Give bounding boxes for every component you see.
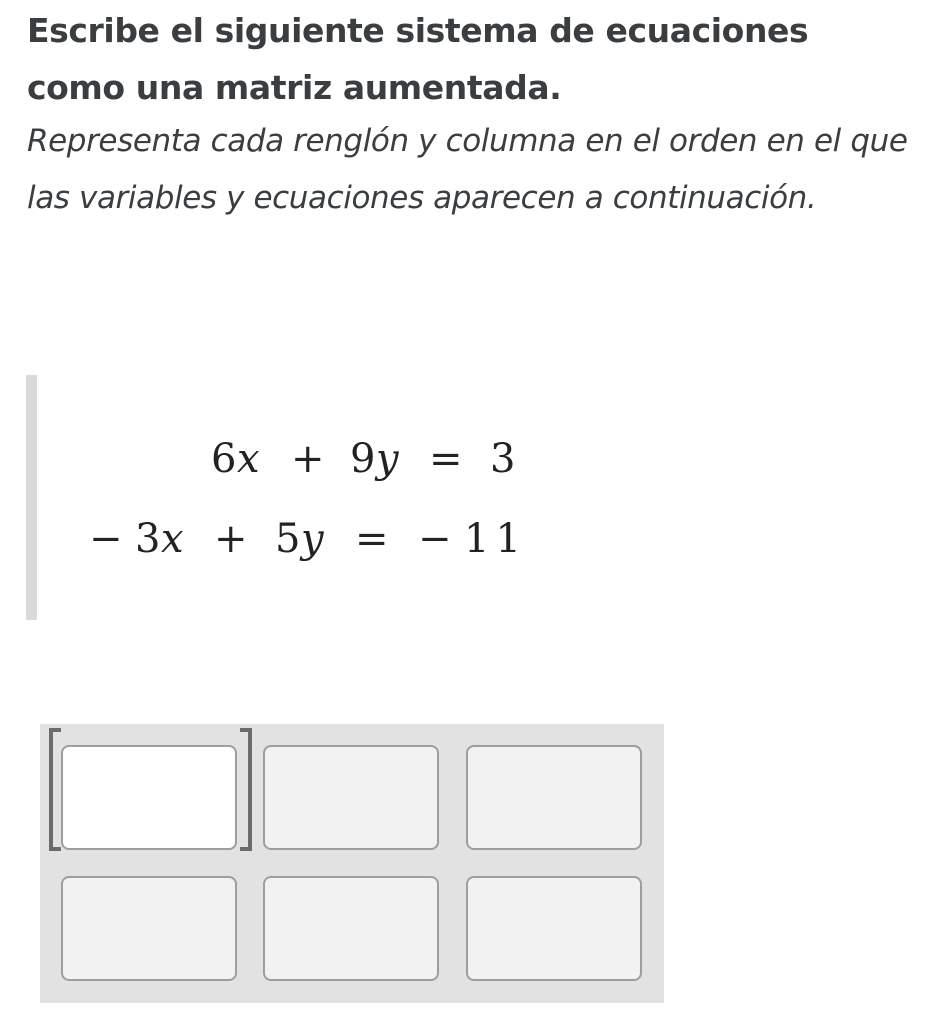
- instruction-subtitle: Representa cada renglón y columna en el orden en el que las variables y ecuaciones aparecen a continuación.: [27, 123, 908, 216]
- eq1-rhs: 3: [490, 436, 516, 482]
- eq1-right-coef: 9: [350, 436, 376, 482]
- matrix-cell-r2c1[interactable]: [61, 876, 237, 981]
- matrix-cell-r2c3[interactable]: [466, 876, 642, 981]
- matrix-cell-r1c2[interactable]: [263, 745, 439, 850]
- eq2-operator: +: [214, 516, 248, 562]
- matrix-cell-r2c2[interactable]: [263, 876, 439, 981]
- equation-system-svg: [37, 375, 537, 620]
- equation-row-1: [211, 436, 515, 482]
- focus-bracket-right: [240, 728, 252, 851]
- eq2-right-coef: 5: [275, 516, 301, 562]
- eq2-left-coef: 3: [135, 516, 161, 562]
- eq1-right-var: y: [376, 436, 399, 482]
- instruction-title: Escribe el siguiente sistema de ecuaciones como una matriz aumentada.: [27, 11, 809, 107]
- equation-row-2: [89, 516, 527, 562]
- matrix-cell-r1c1[interactable]: [61, 745, 237, 850]
- eq2-left-var: x: [161, 516, 184, 562]
- eq2-rhs-sign: −: [418, 516, 452, 562]
- eq1-left-coef: 6: [211, 436, 237, 482]
- equation-system: [37, 375, 537, 620]
- eq2-right-var: y: [301, 516, 324, 562]
- eq2-left-sign: −: [89, 516, 123, 562]
- eq2-equals: =: [355, 516, 389, 562]
- eq1-left-var: x: [237, 436, 260, 482]
- system-left-bar: [26, 375, 37, 620]
- eq1-operator: +: [291, 436, 325, 482]
- eq2-rhs: 11: [464, 516, 527, 562]
- eq1-equals: =: [429, 436, 463, 482]
- focus-bracket-left: [49, 728, 61, 851]
- matrix-cell-r1c3[interactable]: [466, 745, 642, 850]
